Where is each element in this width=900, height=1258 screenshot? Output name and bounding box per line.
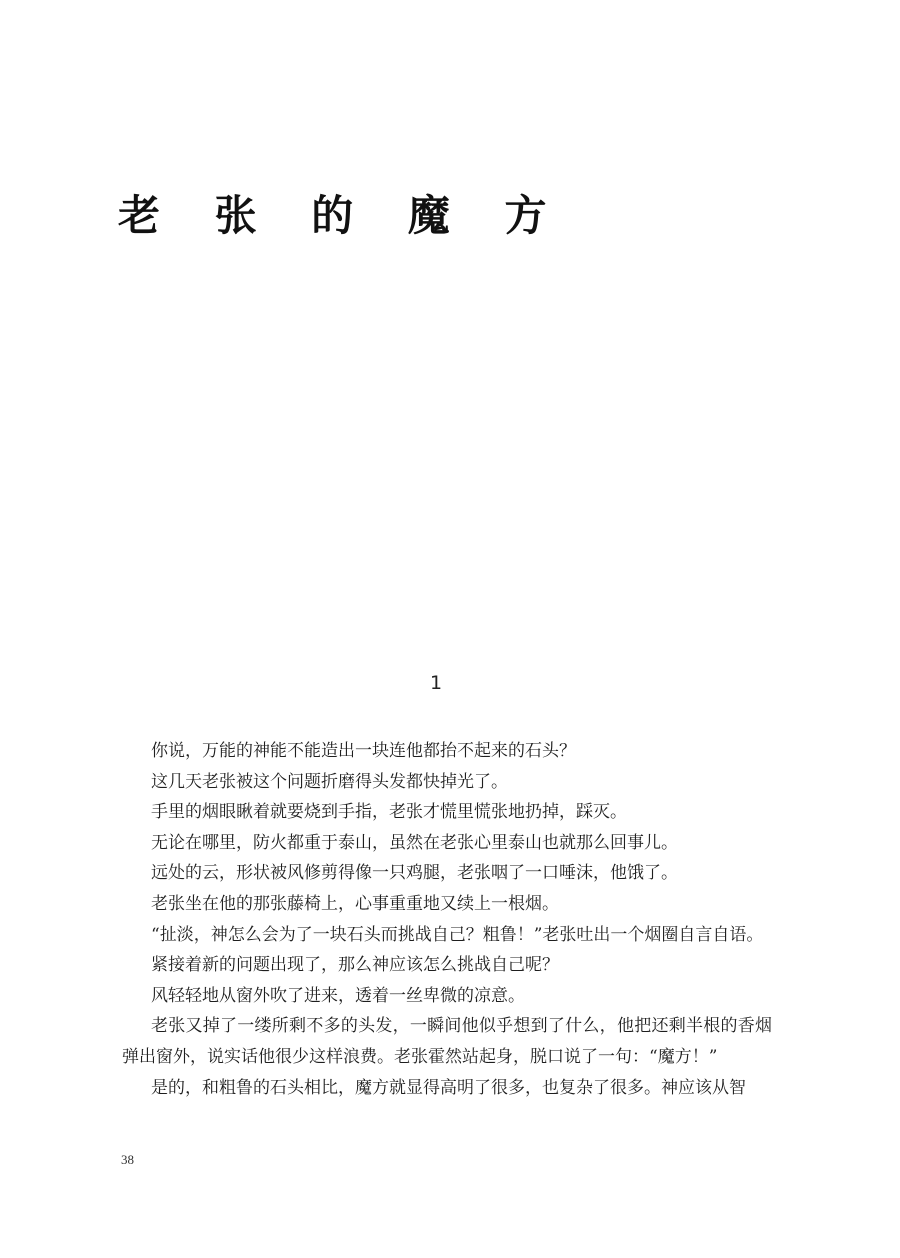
chapter-title: 老 张 的 魔 方 [118, 191, 567, 240]
paragraph: 你说，万能的神能不能造出一块连他都抬不起来的石头？ [151, 741, 576, 761]
paragraph: 老张坐在他的那张藤椅上，心事重重地又续上一根烟。 [151, 893, 559, 914]
paragraph: 紧接着新的问题出现了，那么神应该怎么挑战自己呢？ [151, 955, 559, 976]
paragraph: 手里的烟眼瞅着就要烧到手指，老张才慌里慌张地扔掉，踩灭。 [151, 802, 627, 823]
paragraph: 风轻轻地从窗外吹了进来，透着一丝卑微的凉意。 [151, 985, 525, 1006]
paragraph: “扯淡，神怎么会为了一块石头而挑战自己？粗鲁！”老张吐出一个烟圈自言自语。 [151, 924, 764, 945]
paragraph: 这几天老张被这个问题折磨得头发都快掉光了。 [151, 771, 508, 792]
paragraph: 远处的云，形状被风修剪得像一只鸡腿，老张咽了一口唾沫，他饿了。 [151, 863, 678, 884]
paragraph: 老张又掉了一缕所剩不多的头发，一瞬间他似乎想到了什么，他把还剩半根的香烟弹出窗外，说实话他很少这样浪费。老张霍然站起身，脱口说了一句：“魔方！” [122, 1016, 772, 1067]
body-text [122, 736, 772, 1103]
section-number: 1 [429, 672, 443, 694]
paragraph: 是的，和粗鲁的石头相比，魔方就显得高明了很多，也复杂了很多。神应该从智 [151, 1077, 746, 1098]
page-number: 38 [121, 1152, 134, 1167]
paragraph: 无论在哪里，防火都重于泰山，虽然在老张心里泰山也就那么回事儿。 [151, 832, 678, 853]
